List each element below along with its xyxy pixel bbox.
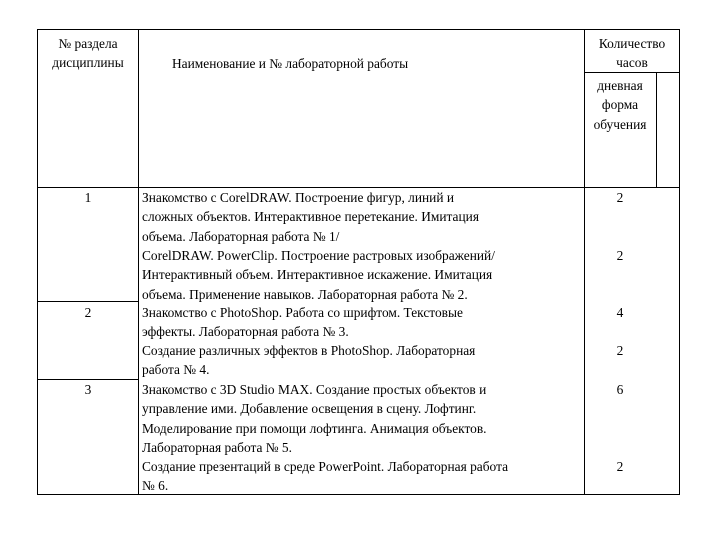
table-border-left — [37, 29, 38, 495]
header-section-number — [38, 34, 138, 73]
header-form-line3: обучения — [593, 116, 647, 132]
header-work-name: Наименование и № лабораторной работы — [172, 56, 409, 71]
work-line: Знакомство с PhotoShop. Работа со шрифтом. Текстовые — [142, 305, 463, 320]
header-section-line1: № раздела — [58, 36, 118, 51]
work-hours: 2 — [616, 190, 624, 205]
header-hours — [584, 34, 680, 73]
work-description — [142, 380, 487, 458]
work-description — [142, 341, 475, 380]
subcolumn-divider — [656, 72, 657, 188]
work-hours: 2 — [616, 343, 624, 358]
work-line: Создание презентаций в среде PowerPoint. Лабораторная работа — [142, 459, 509, 474]
work-line: Создание различных эффектов в PhotoShop. Лабораторная — [142, 343, 476, 358]
header-study-form — [584, 76, 656, 134]
work-line: управление ими. Добавление освещения в сцену. Лофтинг. — [142, 401, 477, 417]
column-divider-section — [138, 29, 139, 495]
work-line: Моделирование при помощи лофтинга. Анимация объектов. — [142, 420, 487, 436]
header-form-line2: форма — [601, 97, 639, 113]
work-line: Интерактивный объем. Интерактивное искажение. Имитация — [142, 267, 493, 283]
work-line: № 6. — [142, 478, 169, 494]
work-hours: 6 — [616, 382, 624, 397]
table-border-right — [679, 29, 680, 495]
header-section-line2: дисциплины — [52, 55, 124, 71]
work-line: CorelDRAW. PowerClip. Построение растровых изображений/ — [142, 248, 495, 263]
header-hours-line2: часов — [616, 55, 648, 71]
work-line: объема. Лабораторная работа № 1/ — [142, 228, 340, 244]
work-hours: 2 — [616, 248, 624, 263]
work-line: сложных объектов. Интерактивное перетекание. Имитация — [142, 209, 479, 225]
section-number: 2 — [84, 305, 92, 320]
work-description — [142, 303, 463, 342]
header-form-line1: дневная — [597, 78, 643, 93]
work-line: Знакомство с 3D Studio MAX. Создание простых объектов и — [142, 382, 487, 397]
section-number: 3 — [84, 382, 92, 397]
work-description — [142, 188, 479, 246]
header-hours-line1: Количество — [598, 36, 666, 51]
work-line: Знакомство с CorelDRAW. Построение фигур, линий и — [142, 190, 455, 205]
section-number: 1 — [84, 190, 92, 205]
work-line: работа № 4. — [142, 362, 210, 378]
work-description — [142, 457, 508, 496]
work-line: объема. Применение навыков. Лабораторная работа № 2. — [142, 286, 468, 302]
work-line: эффекты. Лабораторная работа № 3. — [142, 324, 349, 340]
work-hours: 2 — [616, 459, 624, 474]
work-line: Лабораторная работа № 5. — [142, 440, 292, 456]
section-1-divider — [37, 301, 139, 302]
work-description — [142, 246, 495, 304]
work-hours: 4 — [616, 305, 624, 320]
